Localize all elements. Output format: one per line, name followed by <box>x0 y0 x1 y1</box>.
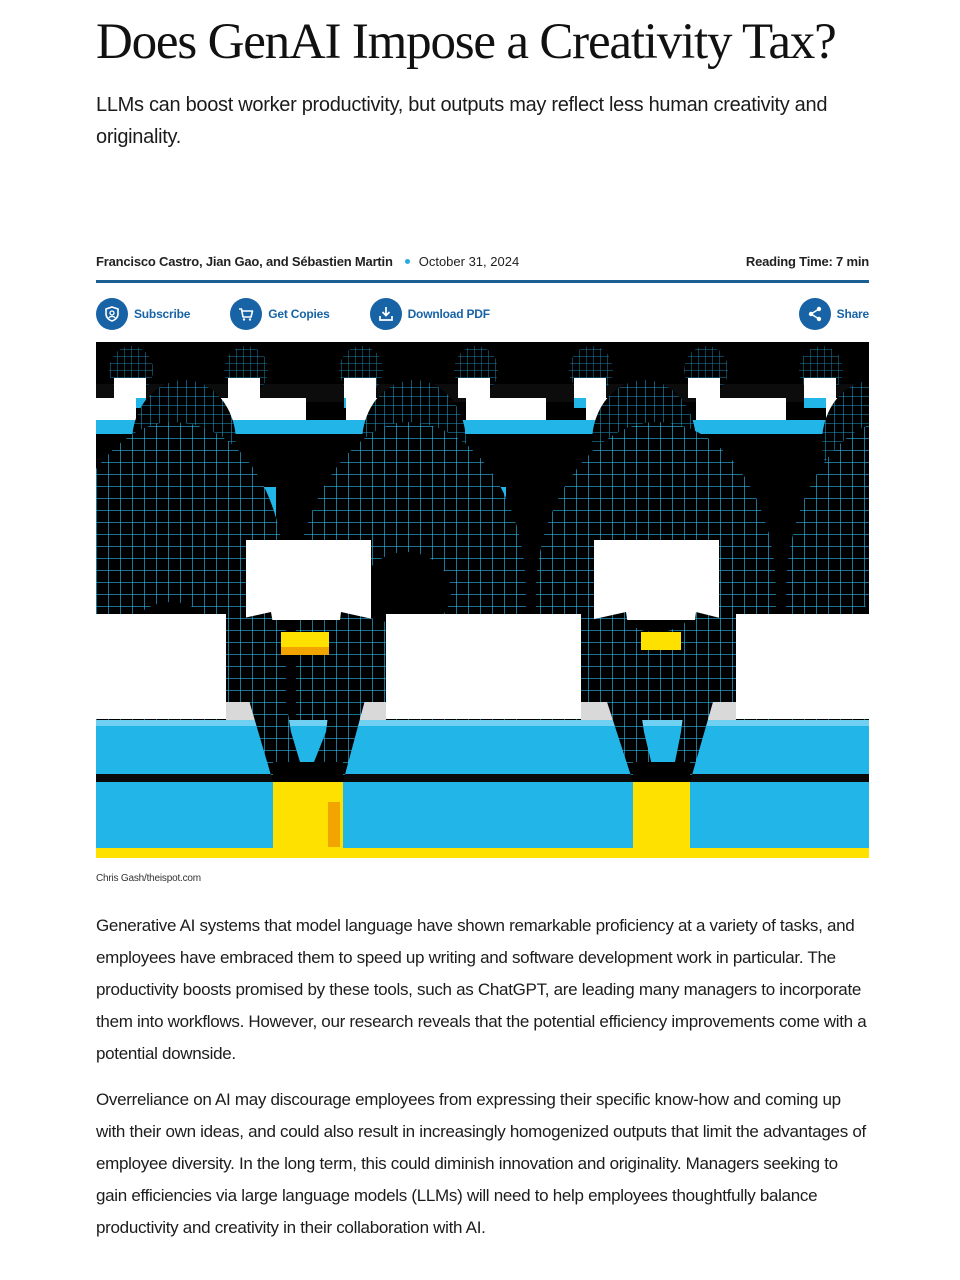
share-icon <box>799 298 831 330</box>
authors[interactable]: Francisco Castro, Jian Gao, and Sébastien Martin <box>96 253 393 269</box>
share-button[interactable] <box>799 298 869 330</box>
cart-icon <box>230 298 262 330</box>
subscribe-label: Subscribe <box>134 307 191 321</box>
divider <box>96 280 869 283</box>
download-pdf-label: Download PDF <box>407 307 490 321</box>
hero-illustration <box>96 342 869 858</box>
download-pdf-button[interactable] <box>370 298 490 330</box>
article-title: Does GenAI Impose a Creativity Tax? <box>96 14 836 70</box>
publish-date: October 31, 2024 <box>418 253 520 269</box>
reading-time: Reading Time: 7 min <box>745 253 869 269</box>
article <box>96 0 869 1237</box>
byline <box>96 250 869 272</box>
shield-icon <box>96 298 128 330</box>
download-icon <box>370 298 402 330</box>
get-copies-button[interactable] <box>230 298 329 330</box>
article-actions <box>96 298 869 330</box>
body-paragraph: Overreliance on AI may discourage employees from expressing their specific know-how and coming up with their own ideas, and could also result in increasingly homogenized outputs that limit the advantages of employee diversity. In the long term, this could diminish innovation and originality. Managers seeking to gain efficiencies via large language models (LLMs) will need to help employees thoughtfully balance productivity and creativity in their collaboration with AI. <box>96 1090 866 1237</box>
separator-dot <box>405 259 410 264</box>
subscribe-button[interactable] <box>96 298 190 330</box>
article-dek: LLMs can boost worker productivity, but outputs may reflect less human creativity and originality. <box>96 94 828 148</box>
get-copies-label: Get Copies <box>268 307 330 321</box>
wireframe-workers-illustration <box>96 342 869 858</box>
image-credit: Chris Gash/theispot.com <box>96 873 201 884</box>
body-paragraph: Generative AI systems that model language have shown remarkable proficiency at a variety of tasks, and employees have embraced them to speed up writing and software development work in particular. The productivity boosts promised by these tools, such as ChatGPT, are leading many managers to incorporate them into workflows. However, our research reveals that the potential efficiency improvements come with a potential downside. <box>96 916 867 1063</box>
share-label: Share <box>836 307 869 321</box>
